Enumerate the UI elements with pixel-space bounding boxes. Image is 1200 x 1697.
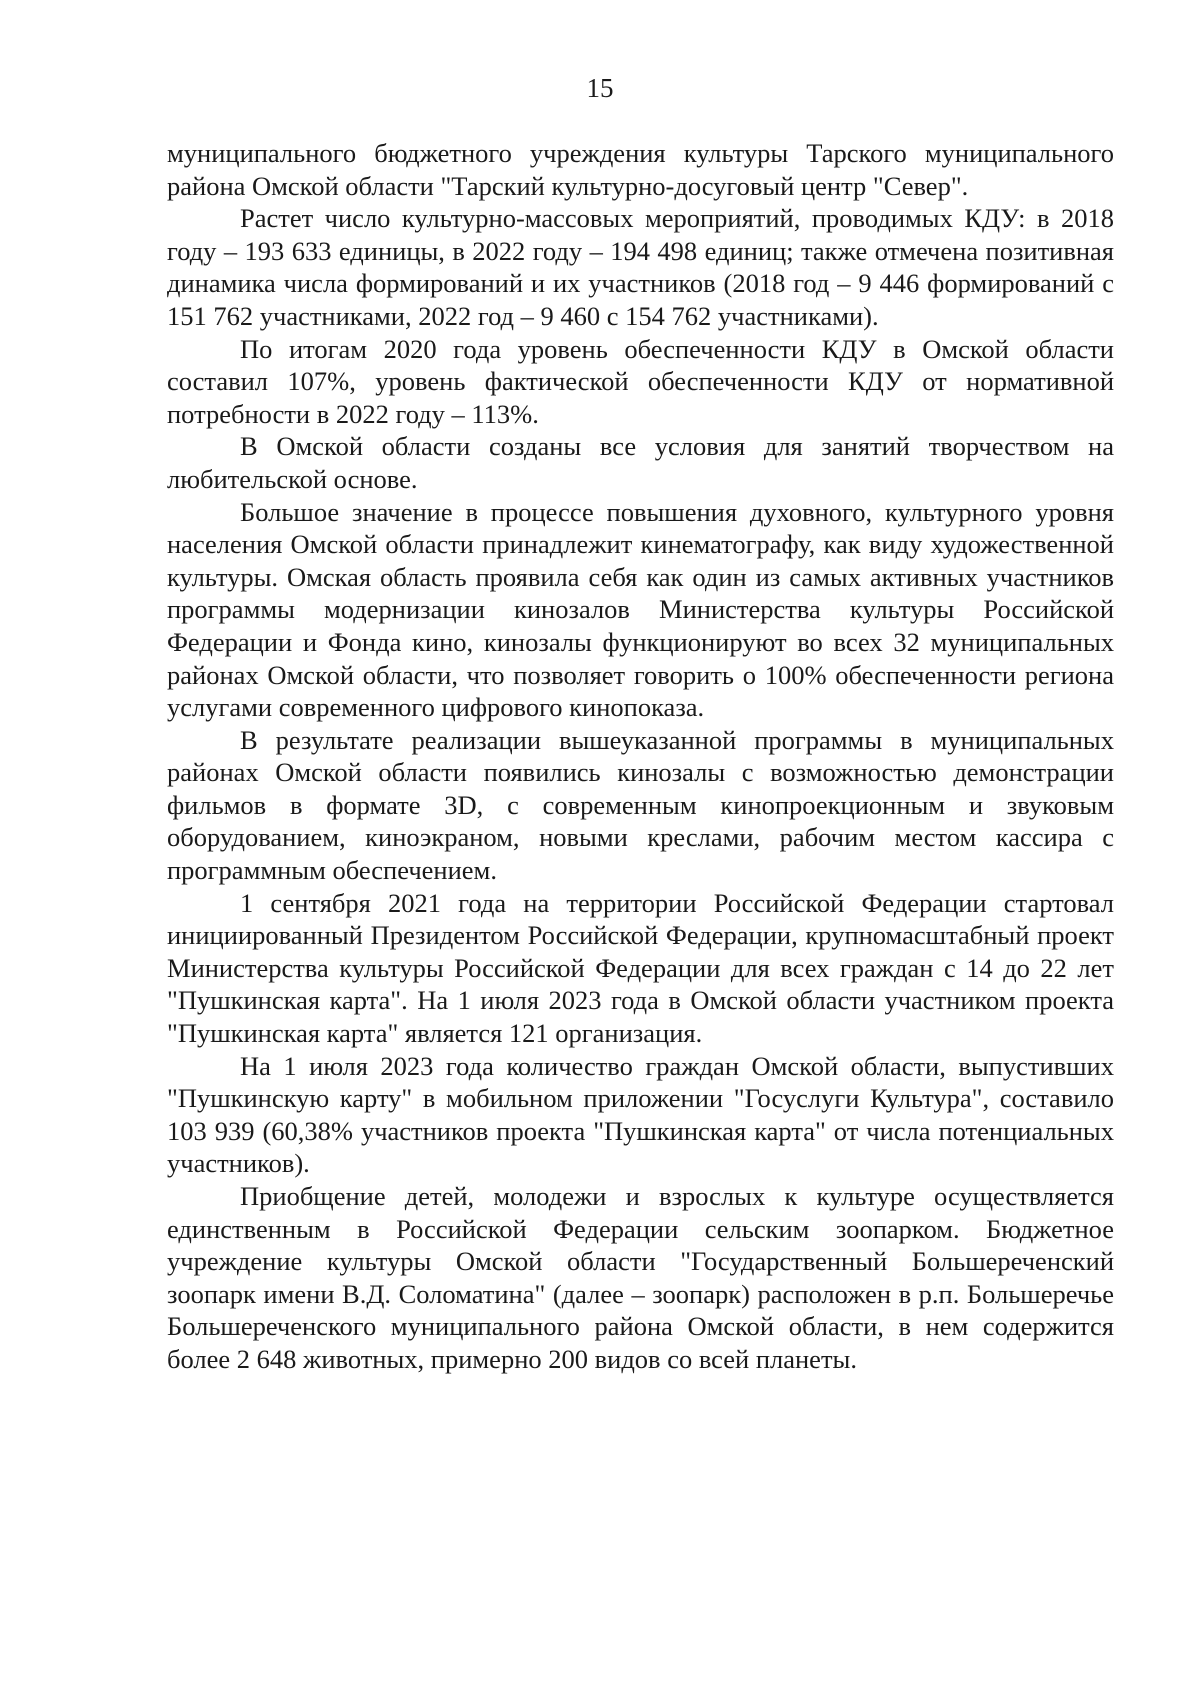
paragraph-events-stats: Растет число культурно-массовых мероприятий, проводимых КДУ: в 2018 году – 193 633 единицы, в 2022 году – 194 498 единиц; также отмечена позитивная динамика числа формирований и их участников (2018 год – 9 446 формирований с 151 762 участниками, 2022 год – 9 460 с 154 762 участниками). <box>167 203 1114 331</box>
paragraph-pushkin-card-project: 1 сентября 2021 года на территории Российской Федерации стартовал инициированный Президентом Российской Федерации, крупномасштабный проект Министерства культуры Российской Федерации для всех граждан с 14 до 22 лет "Пушкинская карта". На 1 июля 2023 года в Омской области участником проекта "Пушкинская карта" является 121 организация. <box>167 887 1114 1049</box>
paragraph-zoo: Приобщение детей, молодежи и взрослых к культуре осуществляется единственным в Российской Федерации сельским зоопарком. Бюджетное учреждение культуры Омской области "Государственный Большереченский зоопарк имени В.Д. Соломатина" (далее – зоопарк) расположен в р.п. Большеречье Большереченского муниципального района Омской области, в нем содержится более 2 648 животных, примерно 200 видов со всей планеты. <box>167 1181 1114 1374</box>
paragraph-cinematography: Большое значение в процессе повышения духовного, культурного уровня населения Омской области принадлежит кинематографу, как виду художественной культуры. Омская область проявила себя как один из самых активных участников программы модернизации кинозалов Министерства культуры Российской Федерации и Фонда кино, кинозалы функционируют во всех 32 муниципальных районах Омской области, что позволяет говорить о 100% обеспеченности региона услугами современного цифрового кинопоказа. <box>167 496 1114 723</box>
paragraph-amateur-creativity: В Омской области созданы все условия для занятий творчеством на любительской основе. <box>167 431 1114 494</box>
document-body <box>167 137 1114 1376</box>
paragraph-cinema-halls: В результате реализации вышеуказанной программы в муниципальных районах Омской области появились кинозалы с возможностью демонстрации фильмов в формате 3D, с современным кинопроекционным и звуковым оборудованием, киноэкраном, новыми креслами, рабочим местом кассира с программным обеспечением. <box>167 724 1114 886</box>
paragraph-pushkin-card-holders: На 1 июля 2023 года количество граждан Омской области, выпустивших "Пушкинскую карту" в мобильном приложении "Госуслуги Культура", составило 103 939 (60,38% участников проекта "Пушкинская карта" от числа потенциальных участников). <box>167 1050 1114 1179</box>
paragraph-kdu-provision: По итогам 2020 года уровень обеспеченности КДУ в Омской области составил 107%, уровень фактической обеспеченности КДУ от нормативной потребности в 2022 году – 113%. <box>167 333 1114 429</box>
paragraph-continuation: муниципального бюджетного учреждения культуры Тарского муниципального района Омской области "Тарский культурно-досуговый центр "Север". <box>167 138 1114 201</box>
page-number: 15 <box>586 73 614 103</box>
